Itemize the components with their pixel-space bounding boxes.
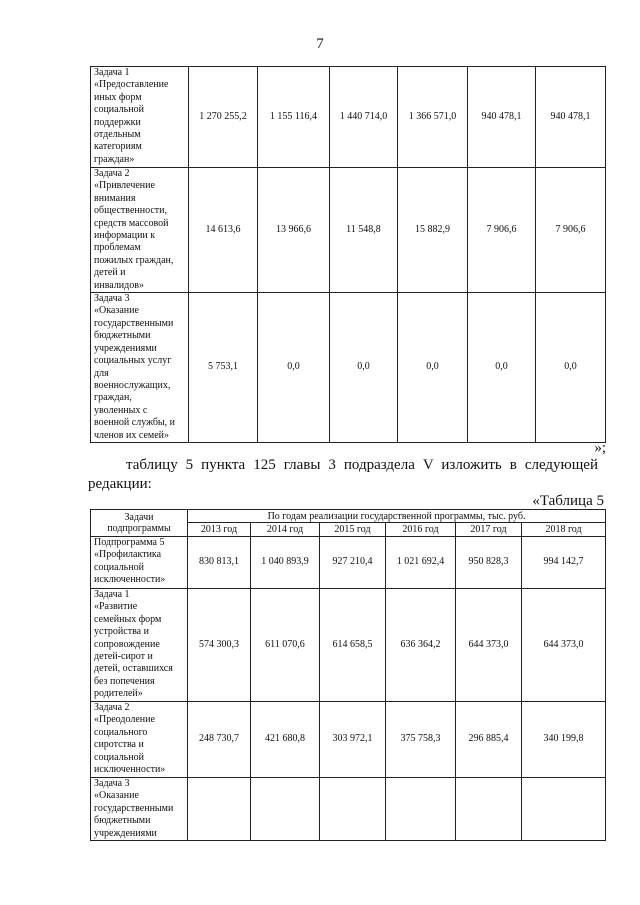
value-cell: 1 155 116,4 bbox=[258, 67, 330, 168]
header-text: Задачи bbox=[124, 512, 154, 523]
value-cell: 644 373,0 bbox=[456, 589, 522, 702]
paragraph-line: таблицу 5 пункта 125 главы 3 подраздела V изложить в следующей bbox=[126, 457, 598, 473]
value-cell: 0,0 bbox=[468, 293, 536, 443]
value-cell: 421 680,8 bbox=[251, 702, 320, 778]
header-year: 2014 год bbox=[251, 523, 320, 537]
task-label: Задача 1 «Предоставление иных форм социальной поддержки отдельным категориям граждан» bbox=[91, 67, 189, 168]
value-cell: 340 199,8 bbox=[522, 702, 606, 778]
value-cell: 11 548,8 bbox=[330, 168, 398, 293]
value-cell: 14 613,6 bbox=[189, 168, 258, 293]
task-label: Задача 3 «Оказание государственными бюджетными учреждениями bbox=[91, 778, 188, 841]
table-row bbox=[91, 293, 606, 443]
value-cell bbox=[522, 778, 606, 841]
header-year: 2013 год bbox=[188, 523, 251, 537]
value-cell: 1 366 571,0 bbox=[398, 67, 468, 168]
value-cell bbox=[251, 778, 320, 841]
value-cell: 0,0 bbox=[536, 293, 606, 443]
value-cell: 0,0 bbox=[398, 293, 468, 443]
table-row bbox=[91, 778, 606, 841]
task-label: Задача 1 «Развитие семейных форм устройства и сопровождение детей-сирот и детей, оставшихся без попечения родителей» bbox=[91, 589, 188, 702]
value-cell: 375 758,3 bbox=[386, 702, 456, 778]
amendment-paragraph bbox=[88, 456, 598, 494]
value-cell: 644 373,0 bbox=[522, 589, 606, 702]
task-label: Подпрограмма 5 «Профилактика социальной исключенности» bbox=[91, 537, 188, 589]
value-cell: 15 882,9 bbox=[398, 168, 468, 293]
value-cell: 5 753,1 bbox=[189, 293, 258, 443]
header-tasks bbox=[91, 510, 188, 537]
value-cell: 7 906,6 bbox=[468, 168, 536, 293]
table-top bbox=[90, 66, 606, 443]
value-cell: 13 966,6 bbox=[258, 168, 330, 293]
table-row bbox=[91, 537, 606, 589]
value-cell: 614 658,5 bbox=[320, 589, 386, 702]
value-cell: 0,0 bbox=[330, 293, 398, 443]
value-cell: 1 021 692,4 bbox=[386, 537, 456, 589]
value-cell: 940 478,1 bbox=[468, 67, 536, 168]
table-row bbox=[91, 589, 606, 702]
value-cell: 1 040 893,9 bbox=[251, 537, 320, 589]
header-year: 2018 год bbox=[522, 523, 606, 537]
table-bottom bbox=[90, 509, 606, 841]
table-caption: «Таблица 5 bbox=[532, 493, 604, 509]
table-header-row bbox=[91, 510, 606, 523]
value-cell: 1 270 255,2 bbox=[189, 67, 258, 168]
task-label: Задача 2 «Привлечение внимания общественности, средств массовой информации к проблемам пожилых граждан, детей и инвалидов» bbox=[91, 168, 189, 293]
value-cell: 296 885,4 bbox=[456, 702, 522, 778]
table-row bbox=[91, 702, 606, 778]
value-cell: 994 142,7 bbox=[522, 537, 606, 589]
value-cell: 636 364,2 bbox=[386, 589, 456, 702]
value-cell: 927 210,4 bbox=[320, 537, 386, 589]
header-year: 2015 год bbox=[320, 523, 386, 537]
table-row bbox=[91, 67, 606, 168]
closing-quote: »; bbox=[594, 440, 606, 456]
value-cell bbox=[188, 778, 251, 841]
header-text: подпрограммы bbox=[107, 523, 171, 534]
table-row bbox=[91, 168, 606, 293]
header-year: 2017 год bbox=[456, 523, 522, 537]
value-cell bbox=[456, 778, 522, 841]
header-group: По годам реализации государственной программы, тыс. руб. bbox=[188, 510, 606, 523]
header-year: 2016 год bbox=[386, 523, 456, 537]
value-cell: 248 730,7 bbox=[188, 702, 251, 778]
value-cell: 950 828,3 bbox=[456, 537, 522, 589]
value-cell bbox=[320, 778, 386, 841]
value-cell: 303 972,1 bbox=[320, 702, 386, 778]
value-cell: 0,0 bbox=[258, 293, 330, 443]
task-label: Задача 3 «Оказание государственными бюджетными учреждениями социальных услуг для военнослужащих, граждан, уволенных с военной службы, и членов их семей» bbox=[91, 293, 189, 443]
value-cell: 830 813,1 bbox=[188, 537, 251, 589]
value-cell bbox=[386, 778, 456, 841]
value-cell: 574 300,3 bbox=[188, 589, 251, 702]
task-label: Задача 2 «Преодоление социального сиротства и социальной исключенности» bbox=[91, 702, 188, 778]
value-cell: 940 478,1 bbox=[536, 67, 606, 168]
page-number: 7 bbox=[316, 36, 324, 52]
value-cell: 611 070,6 bbox=[251, 589, 320, 702]
value-cell: 1 440 714,0 bbox=[330, 67, 398, 168]
value-cell: 7 906,6 bbox=[536, 168, 606, 293]
paragraph-line: редакции: bbox=[88, 476, 152, 492]
